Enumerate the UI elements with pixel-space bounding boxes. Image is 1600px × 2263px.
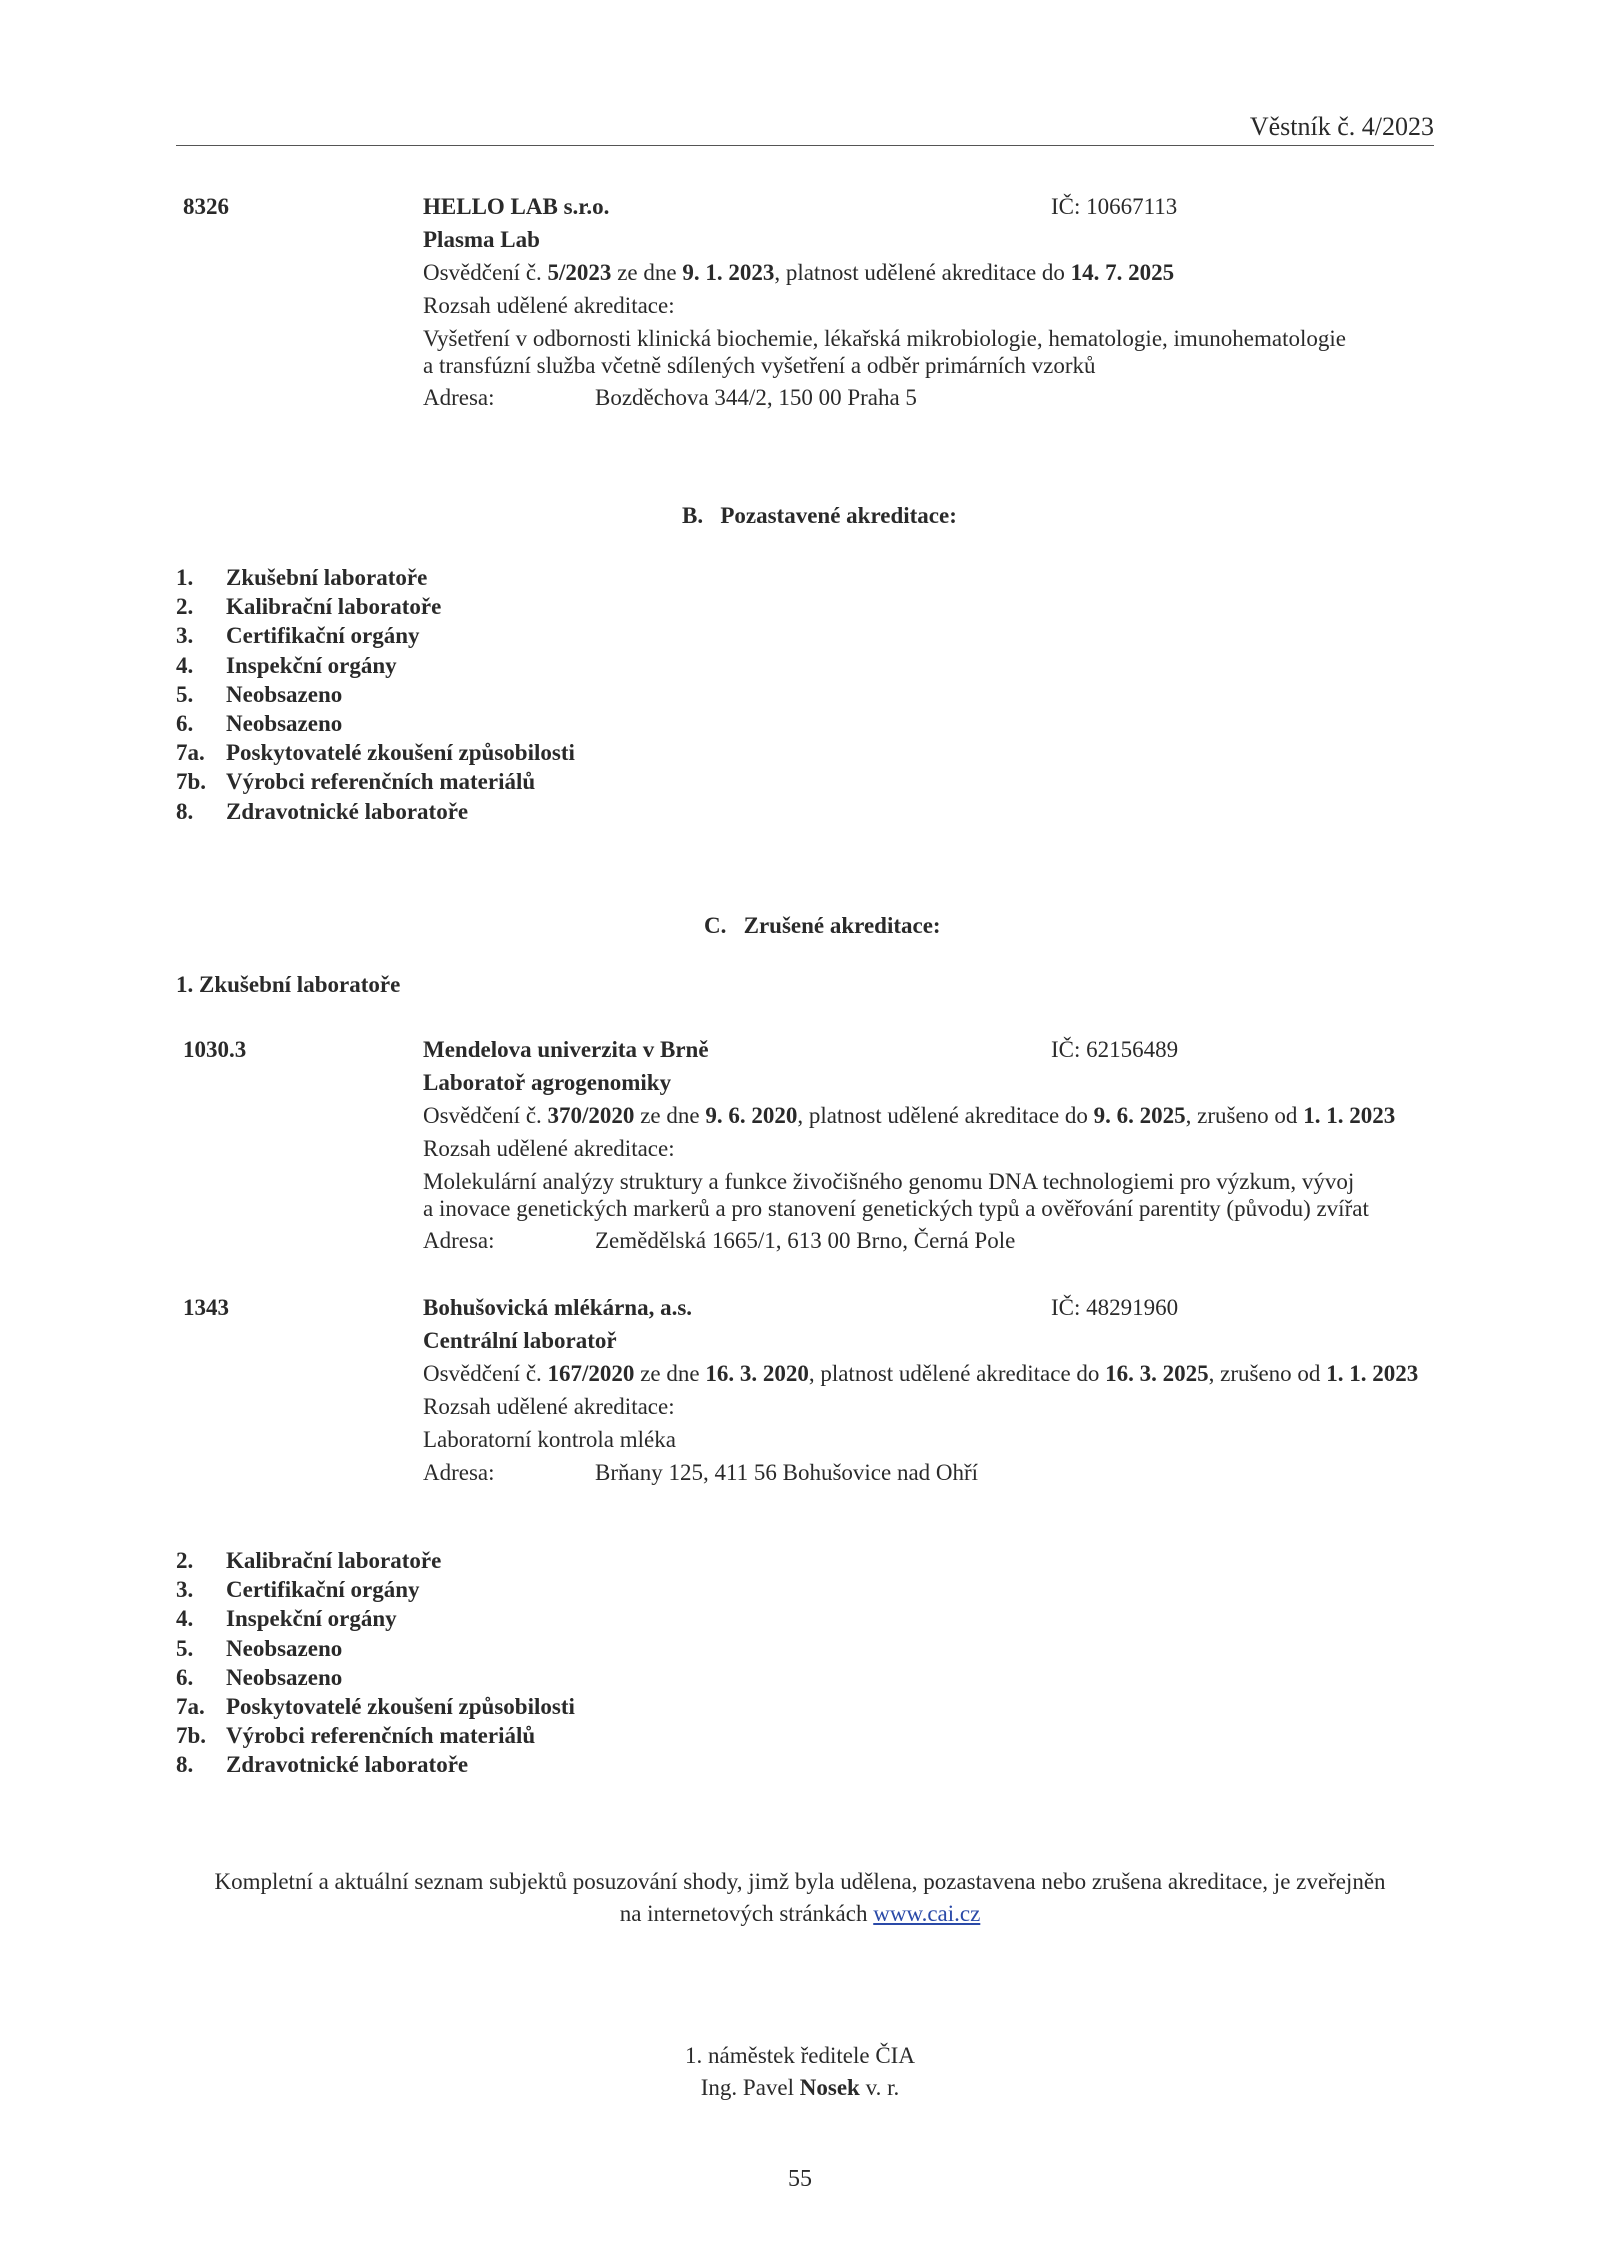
signature-name: Ing. Pavel Nosek v. r. xyxy=(700,2075,900,2100)
category-label: Výrobci referenčních materiálů xyxy=(226,1723,536,1749)
category-number: 3. xyxy=(176,1577,194,1603)
category-item xyxy=(176,1692,575,1721)
entry-name: Bohušovická mlékárna, a.s. xyxy=(423,1295,693,1320)
category-label: Certifikační orgány xyxy=(226,623,420,649)
category-item xyxy=(176,563,575,592)
category-item xyxy=(176,621,575,650)
category-label: Neobsazeno xyxy=(226,681,343,707)
entry-address: Adresa: Bozděchova 344/2, 150 00 Praha 5 xyxy=(423,385,917,410)
section-c-heading: C. Zrušené akreditace: xyxy=(704,913,941,938)
page-number: 55 xyxy=(788,2166,812,2192)
category-label: Kalibrační laboratoře xyxy=(226,1548,442,1573)
section-b-heading: B. Pozastavené akreditace: xyxy=(682,503,957,528)
category-number: 1. xyxy=(176,565,194,590)
category-item xyxy=(176,1750,575,1779)
category-number: 3. xyxy=(176,623,194,649)
category-item xyxy=(176,1634,575,1663)
category-item xyxy=(176,1546,575,1575)
category-number: 7a. xyxy=(176,1694,205,1720)
bulletin-title: Věstník č. 4/2023 xyxy=(1249,112,1434,141)
category-item xyxy=(176,1604,575,1633)
accreditation-entry-1030-3 xyxy=(183,1033,1443,1257)
entry-certificate: Osvědčení č. 5/2023 ze dne 9. 1. 2023, platnost udělené akreditace do 14. 7. 2025 xyxy=(423,260,1175,285)
section-c-category-1: 1. Zkušební laboratoře xyxy=(176,972,401,997)
category-number: 2. xyxy=(176,594,194,620)
entry-scope: Laboratorní kontrola mléka xyxy=(423,1427,676,1452)
entry-scope-label: Rozsah udělené akreditace: xyxy=(423,1394,675,1419)
header-divider xyxy=(176,145,1434,146)
category-item xyxy=(176,709,575,738)
category-label: Neobsazeno xyxy=(226,1635,343,1661)
registry-note: Kompletní a aktuální seznam subjektů posuzování shody, jimž byla udělena, pozastavena nebo zrušena akreditace, je zveřejněn na internetových stránkách www.cai.cz xyxy=(214,1869,1386,1926)
category-item xyxy=(176,680,575,709)
category-label: Inspekční orgány xyxy=(226,1606,397,1632)
category-label: Kalibrační laboratoře xyxy=(226,594,442,620)
category-label: Inspekční orgány xyxy=(226,652,397,678)
entry-name: Mendelova univerzita v Brně xyxy=(423,1037,709,1062)
entry-scope-label: Rozsah udělené akreditace: xyxy=(423,1136,675,1161)
entry-unit: Laboratoř agrogenomiky xyxy=(423,1070,672,1095)
category-label: Neobsazeno xyxy=(226,1664,343,1690)
category-item xyxy=(176,797,575,826)
category-item xyxy=(176,767,575,796)
category-number: 4. xyxy=(176,652,194,678)
category-item xyxy=(176,651,575,680)
entry-certificate: Osvědčení č. 370/2020 ze dne 9. 6. 2020, platnost udělené akreditace do 9. 6. 2025, zrušeno od 1. 1. 2023 xyxy=(423,1103,1396,1128)
category-item xyxy=(176,592,575,621)
category-item xyxy=(176,738,575,767)
category-label: Poskytovatelé zkoušení způsobilosti xyxy=(226,740,575,766)
category-item xyxy=(176,1575,575,1604)
entry-scope-label: Rozsah udělené akreditace: xyxy=(423,293,675,318)
category-number: 8. xyxy=(176,798,194,824)
category-number: 7b. xyxy=(176,1723,207,1749)
entry-ic: IČ: 48291960 xyxy=(1051,1295,1179,1320)
category-number: 2. xyxy=(176,1548,194,1573)
entry-certificate: Osvědčení č. 167/2020 ze dne 16. 3. 2020, platnost udělené akreditace do 16. 3. 2025, zrušeno od 1. 1. 2023 xyxy=(423,1361,1419,1386)
section-b-list xyxy=(176,563,575,826)
category-number: 7a. xyxy=(176,740,205,766)
entry-name: HELLO LAB s.r.o. xyxy=(423,194,610,219)
accreditation-entry-1343 xyxy=(183,1291,1443,1489)
entry-id: 1030.3 xyxy=(183,1037,247,1062)
category-number: 7b. xyxy=(176,769,207,795)
category-label: Zdravotnické laboratoře xyxy=(226,798,469,824)
category-number: 4. xyxy=(176,1606,194,1632)
entry-scope: Vyšetření v odbornosti klinická biochemie, lékařská mikrobiologie, hematologie, imunohematologie a transfúzní služba včetně sdílených vyšetření a odběr primárních vzorků xyxy=(423,326,1346,378)
category-number: 6. xyxy=(176,1664,194,1690)
category-label: Zdravotnické laboratoře xyxy=(226,1752,469,1778)
entry-ic: IČ: 62156489 xyxy=(1051,1037,1179,1062)
entry-address: Adresa: Brňany 125, 411 56 Bohušovice nad Ohří xyxy=(423,1460,979,1485)
signature-block xyxy=(0,2040,1600,2104)
entry-unit: Plasma Lab xyxy=(423,227,540,252)
category-item xyxy=(176,1663,575,1692)
category-label: Výrobci referenčních materiálů xyxy=(226,769,536,795)
section-c-list xyxy=(176,1546,575,1780)
entry-address: Adresa: Zemědělská 1665/1, 613 00 Brno, Černá Pole xyxy=(423,1228,1016,1253)
category-number: 6. xyxy=(176,711,194,737)
category-label: Neobsazeno xyxy=(226,711,343,737)
category-number: 8. xyxy=(176,1752,194,1778)
category-label: Certifikační orgány xyxy=(226,1577,420,1603)
entry-ic: IČ: 10667113 xyxy=(1051,194,1178,219)
category-number: 5. xyxy=(176,681,194,707)
category-number: 5. xyxy=(176,1635,194,1661)
category-label: Zkušební laboratoře xyxy=(226,565,428,590)
entry-id: 1343 xyxy=(183,1295,229,1320)
cai-website-link[interactable]: www.cai.cz xyxy=(873,1901,981,1926)
category-label: Poskytovatelé zkoušení způsobilosti xyxy=(226,1694,575,1720)
signature-title: 1. náměstek ředitele ČIA xyxy=(685,2043,915,2068)
category-item xyxy=(176,1721,575,1750)
entry-scope: Molekulární analýzy struktury a funkce živočišného genomu DNA technologiemi pro výzkum, vývoj a inovace genetických markerů a pro stanovení genetických typů a ověřování parentity (původu) zvířat xyxy=(423,1169,1369,1221)
entry-id: 8326 xyxy=(183,194,229,219)
accreditation-entry-8326 xyxy=(183,190,1443,414)
entry-unit: Centrální laboratoř xyxy=(423,1328,617,1353)
